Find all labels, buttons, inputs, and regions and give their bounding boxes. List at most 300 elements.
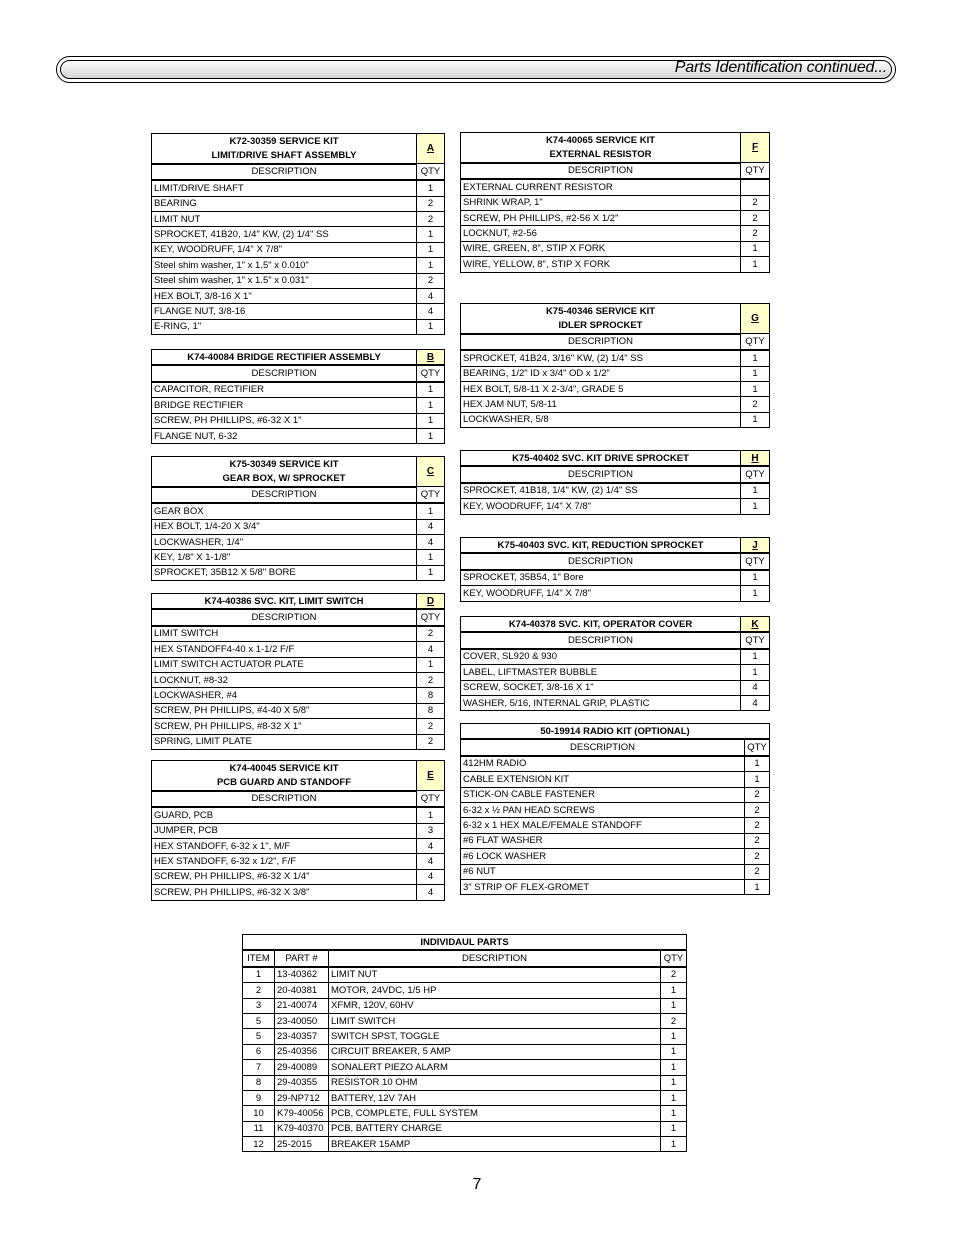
part-description: WIRE, YELLOW, 8", STIP X FORK bbox=[461, 257, 741, 272]
part-description: HEX STANDOFF, 6-32 x 1", M/F bbox=[152, 838, 417, 853]
table-row bbox=[152, 657, 445, 672]
part-description: HEX BOLT, 5/8-11 X 2-3/4", GRADE 5 bbox=[461, 381, 741, 396]
kit-letter: E bbox=[417, 761, 445, 791]
table-row bbox=[461, 772, 770, 787]
kit-letter: D bbox=[417, 594, 445, 610]
col-header-description: DESCRIPTION bbox=[152, 791, 417, 807]
part-qty: 2 bbox=[745, 833, 770, 848]
kit-title-line: K75-40346 SERVICE KIT bbox=[461, 304, 741, 319]
table-row bbox=[152, 734, 445, 749]
part-qty: 1 bbox=[417, 413, 445, 428]
table-row bbox=[152, 703, 445, 718]
part-description: SPROCKET, 41B18, 1/4" KW, (2) 1/4" SS bbox=[461, 483, 741, 499]
part-qty: 1 bbox=[745, 756, 770, 772]
part-qty: 1 bbox=[661, 1075, 687, 1090]
part-qty: 4 bbox=[417, 534, 445, 549]
col-header-description: DESCRIPTION bbox=[461, 632, 741, 648]
part-description: LIMIT SWITCH bbox=[152, 626, 417, 642]
col-header-qty: QTY bbox=[745, 739, 770, 755]
table-row bbox=[152, 242, 445, 257]
kit-table-c bbox=[151, 456, 445, 581]
kit-title-line: LIMIT/DRIVE SHAFT ASSEMBLY bbox=[152, 148, 417, 163]
table-row bbox=[152, 688, 445, 703]
part-qty: 1 bbox=[661, 1090, 687, 1105]
part-qty: 4 bbox=[417, 288, 445, 303]
table-row bbox=[243, 998, 687, 1013]
part-description: MOTOR, 24VDC, 1/5 HP bbox=[329, 983, 661, 998]
item-number: 7 bbox=[243, 1060, 275, 1075]
table-row bbox=[461, 210, 770, 225]
table-row bbox=[152, 869, 445, 884]
part-number: 13-40362 bbox=[275, 967, 329, 983]
part-description: SWITCH SPST, TOGGLE bbox=[329, 1029, 661, 1044]
col-header-description: DESCRIPTION bbox=[152, 365, 417, 381]
col-header-qty: QTY bbox=[741, 632, 770, 648]
part-description: SPROCKET, 41B20, 1/4" KW, (2) 1/4" SS bbox=[152, 227, 417, 242]
part-number: 25-2015 bbox=[275, 1137, 329, 1152]
kit-table-d bbox=[151, 593, 445, 750]
part-description: LOCKNUT, #2-56 bbox=[461, 226, 741, 241]
part-qty: 1 bbox=[661, 1121, 687, 1136]
table-row bbox=[152, 304, 445, 319]
kit-title-line: K75-30349 SERVICE KIT bbox=[152, 457, 417, 472]
item-number: 5 bbox=[243, 1013, 275, 1028]
kit-title-line: 50-19914 RADIO KIT (OPTIONAL) bbox=[461, 724, 770, 740]
table-row bbox=[461, 350, 770, 366]
part-qty: 2 bbox=[745, 818, 770, 833]
table-row bbox=[152, 413, 445, 428]
part-qty: 1 bbox=[741, 570, 770, 586]
kit-title-line: PCB GUARD AND STANDOFF bbox=[152, 775, 417, 790]
kit-table-b bbox=[151, 349, 445, 444]
table-row bbox=[461, 849, 770, 864]
item-number: 5 bbox=[243, 1029, 275, 1044]
part-description: COVER, SL920 & 930 bbox=[461, 649, 741, 665]
kit-letter: F bbox=[741, 133, 770, 163]
col-header-item: ITEM bbox=[243, 950, 275, 966]
part-qty: 1 bbox=[741, 499, 770, 514]
part-description: CIRCUIT BREAKER, 5 AMP bbox=[329, 1044, 661, 1059]
part-qty: 4 bbox=[741, 695, 770, 710]
table-row bbox=[461, 381, 770, 396]
part-description: E-RING, 1" bbox=[152, 319, 417, 334]
part-qty: 2 bbox=[741, 397, 770, 412]
part-qty: 1 bbox=[417, 657, 445, 672]
part-qty: 1 bbox=[417, 319, 445, 334]
part-description: CABLE EXTENSION KIT bbox=[461, 772, 745, 787]
part-qty: 1 bbox=[417, 180, 445, 196]
table-row bbox=[152, 180, 445, 196]
table-row bbox=[152, 227, 445, 242]
part-number: 25-40356 bbox=[275, 1044, 329, 1059]
item-number: 9 bbox=[243, 1090, 275, 1105]
item-number: 12 bbox=[243, 1137, 275, 1152]
kit-title-line: K74-40045 SERVICE KIT bbox=[152, 761, 417, 776]
col-header-qty: QTY bbox=[661, 950, 687, 966]
col-header-description: DESCRIPTION bbox=[152, 164, 417, 180]
part-qty: 3 bbox=[417, 823, 445, 838]
table-row bbox=[243, 1013, 687, 1028]
part-description: HEX JAM NUT, 5/8-11 bbox=[461, 397, 741, 412]
part-description: STICK-ON CABLE FASTENER bbox=[461, 787, 745, 802]
part-number: 23-40050 bbox=[275, 1013, 329, 1028]
part-qty: 2 bbox=[661, 967, 687, 983]
col-header-description: DESCRIPTION bbox=[329, 950, 661, 966]
table-row bbox=[152, 807, 445, 823]
kit-title-line: GEAR BOX, W/ SPROCKET bbox=[152, 471, 417, 486]
table-row bbox=[243, 1090, 687, 1105]
part-qty: 1 bbox=[417, 382, 445, 398]
part-qty: 2 bbox=[417, 196, 445, 211]
table-row bbox=[461, 818, 770, 833]
col-header-description: DESCRIPTION bbox=[461, 553, 741, 569]
part-description: HEX BOLT, 1/4-20 X 3/4" bbox=[152, 519, 417, 534]
part-qty: 8 bbox=[417, 688, 445, 703]
part-description: SCREW, PH PHILLIPS, #6-32 X 1" bbox=[152, 413, 417, 428]
kit-title-line: K74-40386 SVC. KIT, LIMIT SWITCH bbox=[152, 594, 417, 610]
part-number: 29-40355 bbox=[275, 1075, 329, 1090]
part-qty: 2 bbox=[745, 849, 770, 864]
part-qty: 2 bbox=[661, 1013, 687, 1028]
part-description: PCB, COMPLETE, FULL SYSTEM bbox=[329, 1106, 661, 1121]
kit-table-r bbox=[460, 723, 770, 895]
part-description: SCREW, PH PHILLIPS, #6-32 X 1/4" bbox=[152, 869, 417, 884]
part-description: LOCKWASHER, #4 bbox=[152, 688, 417, 703]
table-row bbox=[152, 885, 445, 900]
col-header-qty: QTY bbox=[417, 365, 445, 381]
part-description: PCB, BATTERY CHARGE bbox=[329, 1121, 661, 1136]
col-header-description: DESCRIPTION bbox=[152, 609, 417, 625]
kit-letter: B bbox=[417, 350, 445, 366]
part-number: K79-40370 bbox=[275, 1121, 329, 1136]
table-row bbox=[152, 838, 445, 853]
part-description: JUMPER, PCB bbox=[152, 823, 417, 838]
part-description: LIMIT NUT bbox=[152, 211, 417, 226]
part-qty: 1 bbox=[741, 412, 770, 427]
part-number: 29-NP712 bbox=[275, 1090, 329, 1105]
kit-table-k bbox=[460, 616, 770, 711]
kit-title-line: K74-40378 SVC. KIT, OPERATOR COVER bbox=[461, 617, 741, 633]
part-qty: 2 bbox=[745, 864, 770, 879]
part-qty: 1 bbox=[741, 381, 770, 396]
table-row bbox=[461, 179, 770, 195]
part-description: SCREW, PH PHILLIPS, #8-32 X 1" bbox=[152, 719, 417, 734]
table-row bbox=[461, 241, 770, 256]
part-description: FLANGE NUT, 6-32 bbox=[152, 428, 417, 443]
table-row bbox=[152, 428, 445, 443]
kit-letter: C bbox=[417, 457, 445, 487]
part-qty: 2 bbox=[417, 734, 445, 749]
table-row bbox=[461, 665, 770, 680]
part-description: SPROCKET, 41B24, 3/16" KW, (2) 1/4" SS bbox=[461, 350, 741, 366]
part-description: #6 NUT bbox=[461, 864, 745, 879]
kit-table-j bbox=[460, 537, 770, 602]
table-row bbox=[152, 642, 445, 657]
col-header-qty: QTY bbox=[417, 791, 445, 807]
part-description: GEAR BOX bbox=[152, 503, 417, 519]
part-qty: 8 bbox=[417, 703, 445, 718]
part-description: LABEL, LIFTMASTER BUBBLE bbox=[461, 665, 741, 680]
part-qty: 1 bbox=[417, 428, 445, 443]
col-header-description: DESCRIPTION bbox=[152, 487, 417, 503]
part-description: HEX STANDOFF, 6-32 x 1/2", F/F bbox=[152, 854, 417, 869]
part-qty: 2 bbox=[741, 210, 770, 225]
part-description: HEX STANDOFF4-40 x 1-1/2 F/F bbox=[152, 642, 417, 657]
table-row bbox=[243, 1075, 687, 1090]
part-number: 20-40381 bbox=[275, 983, 329, 998]
part-qty: 2 bbox=[417, 273, 445, 288]
kit-table-a bbox=[151, 133, 445, 335]
part-description: #6 FLAT WASHER bbox=[461, 833, 745, 848]
col-header-qty: QTY bbox=[417, 487, 445, 503]
table-row bbox=[461, 397, 770, 412]
table-row bbox=[152, 273, 445, 288]
part-description: EXTERNAL CURRENT RESISTOR bbox=[461, 179, 741, 195]
kit-letter: H bbox=[741, 451, 770, 467]
part-description: 3" STRIP OF FLEX-GROMET bbox=[461, 879, 745, 894]
table-row bbox=[461, 483, 770, 499]
part-description: HEX BOLT, 3/8-16 X 1" bbox=[152, 288, 417, 303]
part-description: 6-32 x ½ PAN HEAD SCREWS bbox=[461, 802, 745, 817]
part-qty: 1 bbox=[741, 366, 770, 381]
table-row bbox=[461, 499, 770, 514]
part-qty: 1 bbox=[417, 565, 445, 580]
part-number: 21-40074 bbox=[275, 998, 329, 1013]
table-row bbox=[243, 1137, 687, 1152]
part-description: 412HM RADIO bbox=[461, 756, 745, 772]
part-qty: 1 bbox=[745, 879, 770, 894]
item-number: 11 bbox=[243, 1121, 275, 1136]
table-row bbox=[461, 864, 770, 879]
item-number: 3 bbox=[243, 998, 275, 1013]
table-row bbox=[152, 503, 445, 519]
part-description: LIMIT SWITCH bbox=[329, 1013, 661, 1028]
part-description: BRIDGE RECTIFIER bbox=[152, 398, 417, 413]
part-number: 29-40089 bbox=[275, 1060, 329, 1075]
part-qty: 1 bbox=[741, 350, 770, 366]
part-description: KEY, WOODRUFF, 1/4" X 7/8" bbox=[152, 242, 417, 257]
kit-letter: A bbox=[417, 134, 445, 164]
part-description: SHRINK WRAP, 1" bbox=[461, 195, 741, 210]
part-qty: 1 bbox=[417, 242, 445, 257]
table-row bbox=[152, 382, 445, 398]
kit-table-e bbox=[151, 760, 445, 901]
table-row bbox=[461, 695, 770, 710]
part-description: XFMR, 120V, 60HV bbox=[329, 998, 661, 1013]
table-row bbox=[243, 1029, 687, 1044]
part-number: K79-40056 bbox=[275, 1106, 329, 1121]
col-header-qty: QTY bbox=[741, 466, 770, 482]
part-description: GUARD, PCB bbox=[152, 807, 417, 823]
part-qty: 1 bbox=[661, 1137, 687, 1152]
kit-table-h bbox=[460, 450, 770, 515]
table-row bbox=[461, 257, 770, 272]
part-description: #6 LOCK WASHER bbox=[461, 849, 745, 864]
individual-parts-title: INDIVIDAUL PARTS bbox=[243, 935, 687, 951]
col-header-description: DESCRIPTION bbox=[461, 334, 741, 350]
table-row bbox=[152, 626, 445, 642]
part-description: LIMIT SWITCH ACTUATOR PLATE bbox=[152, 657, 417, 672]
part-qty: 1 bbox=[745, 772, 770, 787]
part-qty: 1 bbox=[661, 1106, 687, 1121]
table-row bbox=[152, 196, 445, 211]
table-row bbox=[152, 854, 445, 869]
kit-title-line: K74-40065 SERVICE KIT bbox=[461, 133, 741, 148]
part-qty: 1 bbox=[661, 998, 687, 1013]
table-row bbox=[152, 211, 445, 226]
col-header-qty: QTY bbox=[741, 334, 770, 350]
part-number: 23-40357 bbox=[275, 1029, 329, 1044]
table-row bbox=[152, 319, 445, 334]
part-qty: 1 bbox=[741, 257, 770, 272]
part-description: BATTERY, 12V 7AH bbox=[329, 1090, 661, 1105]
col-header-qty: QTY bbox=[417, 164, 445, 180]
kit-title-line: K75-40402 SVC. KIT DRIVE SPROCKET bbox=[461, 451, 741, 467]
part-description: 6-32 x 1 HEX MALE/FEMALE STANDOFF bbox=[461, 818, 745, 833]
col-header-qty: QTY bbox=[741, 553, 770, 569]
part-qty: 2 bbox=[741, 226, 770, 241]
part-qty: 1 bbox=[741, 483, 770, 499]
table-row bbox=[243, 1060, 687, 1075]
table-row bbox=[461, 802, 770, 817]
part-qty: 4 bbox=[417, 642, 445, 657]
part-qty: 2 bbox=[417, 672, 445, 687]
col-header-description: DESCRIPTION bbox=[461, 739, 745, 755]
table-row bbox=[152, 288, 445, 303]
part-qty: 4 bbox=[741, 680, 770, 695]
part-qty: 1 bbox=[741, 241, 770, 256]
table-row bbox=[243, 1044, 687, 1059]
part-description: KEY, 1/8" X 1-1/8" bbox=[152, 550, 417, 565]
part-qty: 1 bbox=[661, 983, 687, 998]
part-description: SCREW, SOCKET, 3/8-16 X 1" bbox=[461, 680, 741, 695]
table-row bbox=[152, 823, 445, 838]
part-description: BREAKER 15AMP bbox=[329, 1137, 661, 1152]
part-description: WASHER, 5/16, INTERNAL GRIP, PLASTIC bbox=[461, 695, 741, 710]
item-number: 8 bbox=[243, 1075, 275, 1090]
table-row bbox=[152, 550, 445, 565]
table-row bbox=[461, 412, 770, 427]
part-qty: 1 bbox=[741, 649, 770, 665]
kit-title-line: EXTERNAL RESISTOR bbox=[461, 147, 741, 162]
part-qty: 1 bbox=[417, 807, 445, 823]
part-description: SCREW, PH PHILLIPS, #2-56 X 1/2" bbox=[461, 210, 741, 225]
part-description: WIRE, GREEN, 8", STIP X FORK bbox=[461, 241, 741, 256]
table-row bbox=[152, 258, 445, 273]
item-number: 1 bbox=[243, 967, 275, 983]
part-qty: 1 bbox=[417, 258, 445, 273]
part-qty: 1 bbox=[417, 398, 445, 413]
part-qty: 2 bbox=[417, 626, 445, 642]
kit-title-line: K72-30359 SERVICE KIT bbox=[152, 134, 417, 149]
col-header-qty: QTY bbox=[417, 609, 445, 625]
kit-title-line: IDLER SPROCKET bbox=[461, 318, 741, 333]
table-row bbox=[461, 570, 770, 586]
part-description: BEARING bbox=[152, 196, 417, 211]
part-description: Steel shim washer, 1" x 1.5" x 0.031" bbox=[152, 273, 417, 288]
part-qty: 2 bbox=[417, 719, 445, 734]
part-description: SONALERT PIEZO ALARM bbox=[329, 1060, 661, 1075]
part-description: SPRING, LIMIT PLATE bbox=[152, 734, 417, 749]
table-row bbox=[152, 672, 445, 687]
kit-letter: J bbox=[741, 538, 770, 554]
item-number: 2 bbox=[243, 983, 275, 998]
kit-title-line: K74-40084 BRIDGE RECTIFIER ASSEMBLY bbox=[152, 350, 417, 366]
part-qty: 1 bbox=[417, 550, 445, 565]
part-description: FLANGE NUT, 3/8-16 bbox=[152, 304, 417, 319]
table-row bbox=[243, 967, 687, 983]
table-row bbox=[461, 756, 770, 772]
part-qty: 2 bbox=[745, 787, 770, 802]
part-description: SPROCKET, 35B12 X 5/8" BORE bbox=[152, 565, 417, 580]
part-description: LOCKNUT, #8-32 bbox=[152, 672, 417, 687]
kit-table-f bbox=[460, 132, 770, 273]
part-description: SPROCKET, 35B54, 1" Bore bbox=[461, 570, 741, 586]
table-row bbox=[461, 366, 770, 381]
part-qty: 4 bbox=[417, 304, 445, 319]
part-qty: 4 bbox=[417, 519, 445, 534]
table-row bbox=[152, 534, 445, 549]
part-qty: 1 bbox=[417, 227, 445, 242]
part-description: LOCKWASHER, 5/8 bbox=[461, 412, 741, 427]
part-qty: 1 bbox=[417, 503, 445, 519]
part-qty: 4 bbox=[417, 854, 445, 869]
table-row bbox=[152, 398, 445, 413]
part-qty: 1 bbox=[741, 586, 770, 601]
part-description: LIMIT/DRIVE SHAFT bbox=[152, 180, 417, 196]
part-description: Steel shim washer, 1" x 1.5" x 0.010" bbox=[152, 258, 417, 273]
part-description: KEY, WOODRUFF, 1/4" X 7/8" bbox=[461, 586, 741, 601]
part-qty: 2 bbox=[417, 211, 445, 226]
part-description: KEY, WOODRUFF, 1/4" X 7/8" bbox=[461, 499, 741, 514]
table-row bbox=[461, 195, 770, 210]
table-row bbox=[461, 226, 770, 241]
section-banner bbox=[56, 56, 896, 83]
page-title: Parts Identification continued... bbox=[674, 59, 887, 76]
part-qty: 1 bbox=[661, 1060, 687, 1075]
part-qty: 4 bbox=[417, 885, 445, 900]
item-number: 6 bbox=[243, 1044, 275, 1059]
part-qty: 1 bbox=[741, 665, 770, 680]
table-row bbox=[243, 1106, 687, 1121]
part-qty bbox=[741, 179, 770, 195]
col-header-description: DESCRIPTION bbox=[461, 163, 741, 179]
kit-title-line: K75-40403 SVC. KIT, REDUCTION SPROCKET bbox=[461, 538, 741, 554]
part-description: LIMIT NUT bbox=[329, 967, 661, 983]
table-row bbox=[461, 586, 770, 601]
part-qty: 2 bbox=[745, 802, 770, 817]
part-qty: 2 bbox=[741, 195, 770, 210]
col-header-description: DESCRIPTION bbox=[461, 466, 741, 482]
table-row bbox=[152, 719, 445, 734]
part-qty: 1 bbox=[661, 1029, 687, 1044]
part-description: SCREW, PH PHILLIPS, #4-40 X 5/8" bbox=[152, 703, 417, 718]
table-row bbox=[461, 680, 770, 695]
individual-parts-table bbox=[242, 934, 687, 1152]
kit-letter: G bbox=[741, 304, 770, 334]
table-row bbox=[461, 833, 770, 848]
table-row bbox=[152, 565, 445, 580]
part-description: SCREW, PH PHILLIPS, #6-32 X 3/8" bbox=[152, 885, 417, 900]
part-qty: 4 bbox=[417, 838, 445, 853]
part-description: RESISTOR 10 OHM bbox=[329, 1075, 661, 1090]
table-row bbox=[461, 879, 770, 894]
col-header-part: PART # bbox=[275, 950, 329, 966]
table-row bbox=[461, 649, 770, 665]
table-row bbox=[243, 983, 687, 998]
page-number: 7 bbox=[472, 1176, 482, 1193]
item-number: 10 bbox=[243, 1106, 275, 1121]
